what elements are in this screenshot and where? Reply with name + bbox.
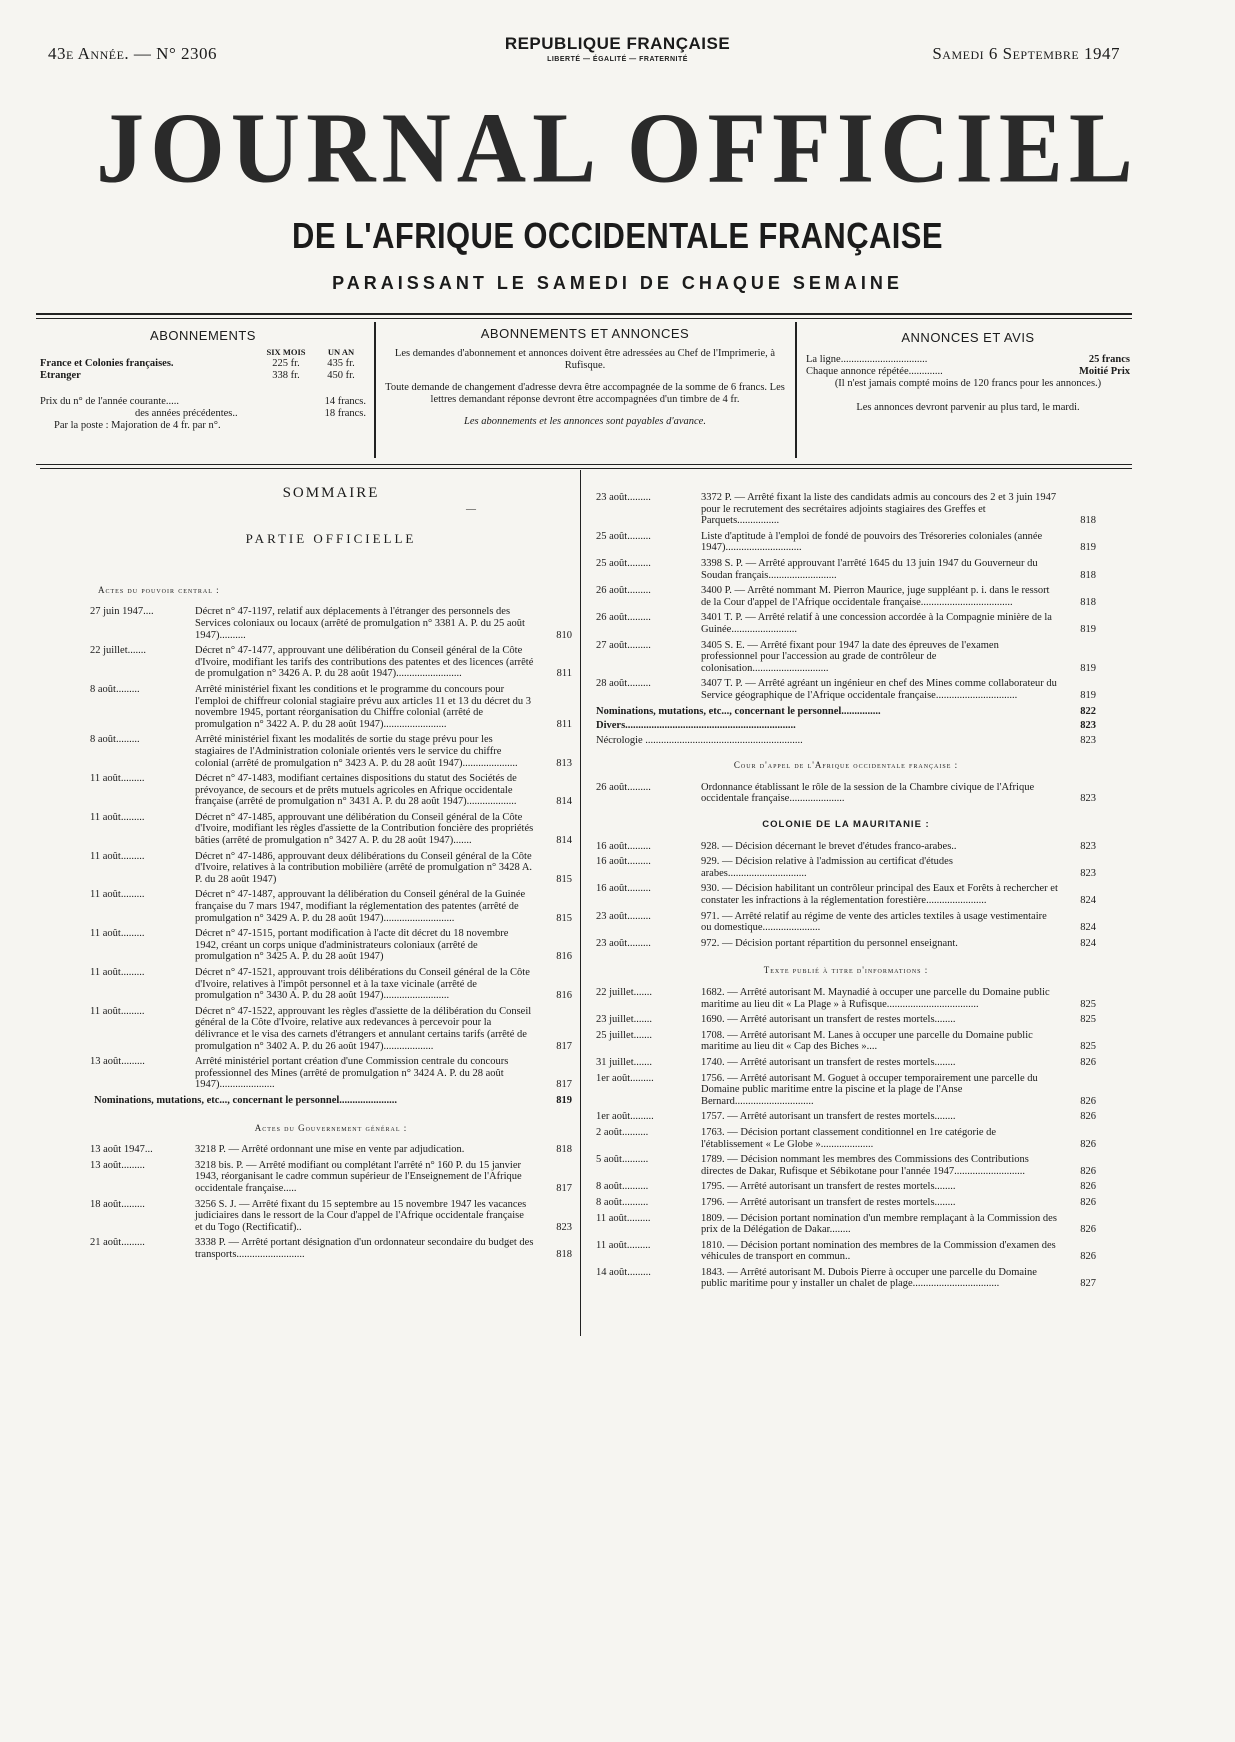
sommaire-entry xyxy=(90,645,572,680)
entry-text: 3405 S. E. — Arrêté fixant pour 1947 la date des épreuves de l'examen professionnel pour l'accession au grade de contrôleur de colonisation............................. xyxy=(701,639,999,674)
sommaire-entry xyxy=(90,734,572,769)
entry-text: Décret n° 47-1521, approuvant trois délibérations du Conseil général de la Côte d'Ivoire, relatives à l'impôt personnel et à la taxe vicinale (arrêté de promulgation n° 3430 A. P. du 28 août 1947)......................... xyxy=(195,967,530,1002)
entry-text: Décret n° 47-1522, approuvant les règles d'assiette de la délibération du Conseil général de la Côte d'Ivoire, relative aux redevances à percevoir pour la délivrance et le visa des carnets d'étrangers et annulant certains tarifs (arrêté de promulgation n° 3402 A. P. du 26 août 1947)................... xyxy=(195,1005,532,1052)
abo-annonces-box xyxy=(384,328,786,428)
entry-page: 818 xyxy=(1080,596,1096,608)
sommaire-left-column xyxy=(90,485,572,1264)
sommaire-entry xyxy=(596,1197,1096,1209)
entry-page: 823 xyxy=(1080,840,1096,852)
entry-text: 1763. — Décision portant classement conditionnel en 1re catégorie de l'établissement « Le Globe ».................... xyxy=(701,1126,997,1150)
issue-price-value: 14 francs. xyxy=(324,396,366,407)
line-price-label: La ligne................................. xyxy=(806,354,928,365)
price-row xyxy=(40,358,366,370)
entry-page: 824 xyxy=(1080,895,1096,907)
annonces-box xyxy=(806,332,1130,414)
line-price-value: 25 francs xyxy=(1088,354,1130,365)
entry-date: 16 août......... xyxy=(596,883,651,895)
entry-page: 826 xyxy=(1080,1056,1096,1068)
entry-page: 826 xyxy=(1080,1111,1096,1123)
content-top-rule xyxy=(40,468,1132,469)
sommaire-entry xyxy=(90,1237,572,1260)
abo-annonces-payment: Les abonnements et les annonces sont payables d'avance. xyxy=(464,416,706,427)
entry-page: 826 xyxy=(1080,1138,1096,1150)
entry-text: Décret n° 47-1485, approuvant une délibération du Conseil général de la Côte d'Ivoire, modifiant les règles d'assiette de la Contribution foncière des propriétés bâties (arrêté de promulgation n° 3427 A. P. du 28 août 1947)....... xyxy=(195,811,534,847)
box-divider-2 xyxy=(795,322,797,458)
journal-tagline: PARAISSANT LE SAMEDI DE CHAQUE SEMAINE xyxy=(332,273,903,293)
entry-text: 971. — Arrêté relatif au régime de vente des articles textiles à usage vestimentaire ou domestique...................... xyxy=(701,910,1047,934)
entry-text: 3407 T. P. — Arrêté agréant un ingénieur en chef des Mines comme collaborateur du Service géographique de l'Afrique occidentale française............................... xyxy=(701,678,1057,701)
line-price-row xyxy=(806,354,1130,366)
issue-price-label: Prix du n° de l'année courante..... xyxy=(40,396,180,407)
sommaire-entry xyxy=(596,1181,1096,1193)
sommaire-right-column xyxy=(596,492,1096,1294)
sommaire-entry xyxy=(90,967,572,1002)
sommaire-entry xyxy=(596,1111,1096,1123)
sommaire-entry xyxy=(596,856,1096,879)
entry-page: 810 xyxy=(556,629,572,641)
entry-text: 3256 S. J. — Arrêté fixant du 15 septembre au 15 novembre 1947 les vacances judiciaires dans le ressort de la Cour d'appel de l'Afrique occidentale française et du Togo (Rectificatif).. xyxy=(195,1198,527,1233)
entry-text: 3372 P. — Arrêté fixant la liste des candidats admis au concours des 2 et 3 juin 1947 pour le recrutement des secrétaires adjoints stagiaires des Greffes et Parquets................ xyxy=(701,492,1057,527)
entry-page: 823 xyxy=(1080,793,1096,805)
sommaire-entry xyxy=(596,640,1096,675)
entry-page: 813 xyxy=(556,757,572,769)
entry-date: 22 juillet....... xyxy=(90,645,146,657)
sommaire-entry xyxy=(596,720,1096,732)
issue-date: Samedi 6 Septembre 1947 xyxy=(932,44,1120,63)
entry-text: 1757. — Arrêté autorisant un transfert de restes mortels........ xyxy=(701,1111,956,1123)
entry-date: 8 août.......... xyxy=(596,1181,649,1193)
entry-page: 815 xyxy=(556,912,572,924)
sommaire-entry xyxy=(596,1127,1096,1150)
sommaire-entry xyxy=(90,1199,572,1234)
repeat-price-value: Moitié Prix xyxy=(1078,366,1130,377)
entry-page: 826 xyxy=(1080,1224,1096,1236)
repeat-price-label: Chaque annonce répétée............. xyxy=(806,366,943,377)
entry-text: 3218 bis. P. — Arrêté modifiant ou complétant l'arrêté n° 160 P. du 15 janvier 1943, réorganisant le cadre commun supérieur de l'Enseignement de l'Afrique occidentale française..... xyxy=(195,1159,522,1194)
entry-text: 930. — Décision habilitant un contrôleur principal des Eaux et Forêts à rechercher et constater les infractions à la réglementation forestière....................... xyxy=(701,883,1058,907)
entry-text: Arrêté ministériel fixant les conditions et le programme du concours pour l'emploi de chiffreur colonial stagiaire prévu aux articles 11 et 13 du décret du 3 novembre 1945, portant réorganisation du Chiffre colonial (arrêté de promulgation n° 3422 A. P. du 28 août 1947)........................ xyxy=(195,683,532,730)
entry-date: 8 août......... xyxy=(90,683,140,695)
sommaire-entry xyxy=(90,606,572,641)
entry-text: Nécrologie ............................................................ xyxy=(596,734,803,746)
entry-page: 825 xyxy=(1080,998,1096,1010)
entry-page: 817 xyxy=(556,1040,572,1052)
entry-date: 22 juillet....... xyxy=(596,987,652,998)
minimum-note: (Il n'est jamais compté moins de 120 francs pour les annonces.) xyxy=(834,378,1102,389)
nominations-entry xyxy=(90,1095,572,1107)
entry-page: 815 xyxy=(556,873,572,885)
section-gouvernement-general: Actes du Gouvernement général : xyxy=(254,1122,408,1133)
entry-text: 3218 P. — Arrêté ordonnant une mise en vente par adjudication. xyxy=(195,1144,465,1156)
entry-text: 928. — Décision décernant le brevet d'études franco-arabes.. xyxy=(701,840,957,852)
entry-page: 824 xyxy=(1080,922,1096,934)
entry-page: 818 xyxy=(556,1144,572,1156)
entry-date: 21 août......... xyxy=(90,1237,145,1249)
boxes-bottom-rule xyxy=(36,464,1132,465)
issue-price-row xyxy=(40,396,366,408)
republic-title: REPUBLIQUE FRANÇAISE xyxy=(504,34,731,53)
cour-appel-list xyxy=(596,782,1096,805)
top-divider xyxy=(36,313,1132,315)
back-issue-value: 18 francs. xyxy=(324,408,366,419)
top-divider-thin xyxy=(36,318,1132,319)
entry-date: 11 août......... xyxy=(90,811,145,823)
sommaire-entry xyxy=(596,678,1096,701)
sommaire-entry xyxy=(90,812,572,847)
republic-motto: LIBERTÉ — ÉGALITÉ — FRATERNITÉ xyxy=(547,56,688,63)
entry-date: 11 août......... xyxy=(90,889,145,901)
entry-text: 3338 P. — Arrêté portant désignation d'un ordonnateur secondaire du budget des transports.......................... xyxy=(195,1237,534,1260)
entry-date: 25 août......... xyxy=(596,557,651,569)
entry-page: 814 xyxy=(556,835,572,847)
entry-page: 816 xyxy=(556,951,572,963)
entry-date: 26 août......... xyxy=(596,781,651,793)
abonnements-box xyxy=(40,330,366,432)
entry-page: 823 xyxy=(1080,720,1096,732)
section-pouvoir-central: Actes du pouvoir central : xyxy=(98,584,220,595)
section-cour-appel: Cour d'appel de l'Afrique occidentale française : xyxy=(733,760,959,771)
entry-date: 11 août......... xyxy=(90,773,145,785)
abo-annonces-address: Les demandes d'abonnement et annonces doivent être adressées au Chef de l'Imprimerie, à Rufisque. xyxy=(394,348,776,371)
entry-text: Décret n° 47-1515, portant modification à l'acte dit décret du 18 novembre 1942, créant un corps unique d'administrateurs coloniaux (arrêté de promulgation n° 3425 A. P. du 28 août 1947) xyxy=(195,928,509,963)
section-texte-informations: Texte publié à titre d'informations : xyxy=(763,965,929,976)
entry-page: 819 xyxy=(556,1094,572,1106)
entry-page: 823 xyxy=(556,1221,572,1233)
entry-page: 814 xyxy=(556,796,572,808)
entry-date: 8 août.......... xyxy=(596,1196,649,1208)
sommaire-entry xyxy=(596,987,1096,1010)
entry-date: 18 août......... xyxy=(90,1198,145,1210)
sommaire-entry xyxy=(596,585,1096,608)
misc-entries xyxy=(596,706,1096,747)
entry-date: 31 juillet....... xyxy=(596,1056,652,1068)
entry-page: 823 xyxy=(1080,734,1096,746)
section-mauritanie: COLONIE DE LA MAURITANIE : xyxy=(762,819,930,831)
journal-title: JOURNAL OFFICIEL xyxy=(96,91,1139,204)
column-divider xyxy=(580,470,581,1336)
entry-page: 824 xyxy=(1080,937,1096,949)
entry-text: Divers................................................................. xyxy=(596,720,796,732)
entry-date: 11 août......... xyxy=(90,1005,145,1017)
entry-page: 816 xyxy=(556,990,572,1002)
sommaire-entry xyxy=(90,1006,572,1052)
price-label: France et Colonies françaises. xyxy=(40,358,174,369)
sommaire-entry xyxy=(596,911,1096,934)
deadline-note: Les annonces devront parvenir au plus tard, le mardi. xyxy=(856,402,1080,413)
entry-date: 27 juin 1947.... xyxy=(90,606,154,618)
sommaire-entry xyxy=(596,558,1096,581)
issue-number: 43e Année. — N° 2306 xyxy=(48,44,217,63)
entry-page: 819 xyxy=(1080,542,1096,554)
price-an: 435 fr. xyxy=(327,358,355,369)
entry-text: Décret n° 47-1486, approuvant deux délibérations du Conseil général de la Côte d'Ivoire, relatives à la contribution mobilière (arrêté de promulgation n° 3428 A. P. du 28 août 1947) xyxy=(195,850,533,885)
entry-date: 23 juillet....... xyxy=(596,1014,652,1026)
entry-text: 3398 S. P. — Arrêté approuvant l'arrêté 1645 du 13 juin 1947 du Gouverneur du Soudan français.......................... xyxy=(701,557,1038,581)
entry-date: 1er août......... xyxy=(596,1072,654,1084)
entry-text: Décret n° 47-1477, approuvant une délibération du Conseil général de la Côte d'Ivoire, modifiant les tarifs des contributions des patentes et des licences (arrêté de promulgation n° 3426 A. P. du 28 août 1947)......................... xyxy=(195,645,534,680)
texte-informations-list xyxy=(596,987,1096,1290)
gouvernement-general-continued xyxy=(596,492,1096,702)
un-an-header: UN AN xyxy=(327,347,355,357)
sommaire-entry xyxy=(596,735,1096,747)
entry-date: 25 juillet....... xyxy=(596,1029,652,1041)
entry-text: 1795. — Arrêté autorisant un transfert de restes mortels........ xyxy=(701,1181,956,1193)
sommaire-entry xyxy=(596,612,1096,635)
entry-page: 811 xyxy=(556,718,572,730)
price-six: 225 fr. xyxy=(272,358,300,369)
pouvoir-central-list xyxy=(90,606,572,1091)
sommaire-entry xyxy=(90,1144,572,1156)
entry-date: 11 août......... xyxy=(90,967,145,978)
entry-page: 826 xyxy=(1080,1095,1096,1107)
entry-text: 1756. — Arrêté autorisant M. Goguet à occuper temporairement une parcelle du Domaine public maritime entre la piscine et la plage de l'Anse Bernard.............................. xyxy=(701,1072,1038,1107)
entry-text: 1809. — Décision portant nomination d'un membre remplaçant à la Commission des prix de la Délégation de Dakar........ xyxy=(701,1212,1057,1236)
entry-date: 11 août......... xyxy=(596,1239,651,1251)
entry-text: Ordonnance établissant le rôle de la session de la Chambre civique de l'Afrique occidentale française..................... xyxy=(701,781,1035,805)
sommaire-entry xyxy=(596,531,1096,554)
box-divider-1 xyxy=(374,322,376,458)
entry-date: 26 août......... xyxy=(596,612,651,624)
entry-text: Nominations, mutations, etc..., concernant le personnel...................... xyxy=(94,1094,398,1106)
entry-date: 23 août......... xyxy=(596,910,651,922)
sommaire-entry xyxy=(596,1030,1096,1053)
abo-annonces-change: Toute demande de changement d'adresse devra être accompagnée de la somme de 6 francs. Les lettres demandant réponse devront être accompagnées d'un timbre de 4 fr. xyxy=(385,382,785,405)
entry-text: Nominations, mutations, etc..., concernant le personnel............... xyxy=(596,705,881,717)
price-label: Etranger xyxy=(40,370,81,381)
sommaire-entry xyxy=(596,841,1096,853)
ornament: — xyxy=(466,503,476,515)
back-issue-label: des années précédentes.. xyxy=(135,408,238,419)
entry-text: Décret n° 47-1487, approuvant la délibération du Conseil général de la Guinée française du 7 mars 1947, modifiant la réglementation des patentes (arrêté de promulgation n° 3429 A. P. du 28 août 1947)........................... xyxy=(195,889,526,924)
sommaire-entry xyxy=(596,782,1096,805)
price-an: 450 fr. xyxy=(327,370,355,381)
entry-text: Décret n° 47-1197, relatif aux déplacements à l'étranger des personnels des Services coloniaux ou locaux (arrêté de promulgation n° 3381 A. P. du 25 août 1947).......... xyxy=(195,606,525,641)
sommaire-entry xyxy=(596,1240,1096,1263)
entry-text: Décret n° 47-1483, modifiant certaines dispositions du statut des Sociétés de prévoyance, de secours et de prêts mutuels agricoles en Afrique occidentale française (arrêté de promulgation n° 3431 A. P. du 28 août 1947)................... xyxy=(195,773,517,808)
sommaire-entry xyxy=(596,1267,1096,1290)
abo-annonces-title: ABONNEMENTS ET ANNONCES xyxy=(480,326,690,341)
entry-date: 26 août......... xyxy=(596,585,651,597)
sommaire-entry xyxy=(90,889,572,924)
abonnements-title: ABONNEMENTS xyxy=(150,328,256,343)
entry-date: 2 août.......... xyxy=(596,1126,649,1138)
entry-date: 25 août......... xyxy=(596,530,651,542)
entry-page: 819 xyxy=(1080,689,1096,701)
sommaire-entry xyxy=(596,1073,1096,1108)
entry-text: 3401 T. P. — Arrêté relatif à une concession accordée à la Compagnie minière de la Guinée......................... xyxy=(701,612,1052,635)
sommaire-entry xyxy=(596,706,1096,718)
entry-text: 1740. — Arrêté autorisant un transfert de restes mortels........ xyxy=(701,1056,956,1068)
repeat-price-row xyxy=(806,366,1130,378)
entry-date: 16 août......... xyxy=(596,840,651,852)
sommaire-entry xyxy=(90,851,572,886)
entry-date: 27 août......... xyxy=(596,639,651,651)
sommaire-entry xyxy=(596,883,1096,906)
mauritanie-list xyxy=(596,841,1096,950)
entry-date: 1er août......... xyxy=(596,1111,654,1123)
entry-date: 23 août......... xyxy=(596,492,651,503)
entry-page: 825 xyxy=(1080,1014,1096,1026)
entry-page: 818 xyxy=(556,1248,572,1260)
entry-page: 819 xyxy=(1080,662,1096,674)
sommaire-entry xyxy=(90,684,572,730)
sommaire-entry xyxy=(596,938,1096,950)
entry-text: 1690. — Arrêté autorisant un transfert de restes mortels........ xyxy=(701,1014,956,1026)
entry-page: 818 xyxy=(1080,569,1096,581)
annonces-title: ANNONCES ET AVIS xyxy=(901,330,1035,345)
entry-date: 5 août.......... xyxy=(596,1154,649,1166)
sommaire-entry xyxy=(90,928,572,963)
entry-text: 1789. — Décision nommant les membres des Commissions des Contributions directes de Dakar, Rufisque et Sébikotane pour l'année 1947........................... xyxy=(701,1154,1029,1177)
entry-page: 826 xyxy=(1080,1251,1096,1263)
entry-date: 13 août 1947... xyxy=(90,1144,153,1156)
sommaire-entry xyxy=(90,773,572,808)
entry-text: Liste d'aptitude à l'emploi de fondé de pouvoirs des Trésoreries coloniales (année 1947)............................. xyxy=(701,530,1043,554)
entry-date: 23 août......... xyxy=(596,937,651,949)
sommaire-entry xyxy=(596,492,1096,527)
six-mois-header: SIX MOIS xyxy=(266,347,306,357)
partie-officielle: PARTIE OFFICIELLE xyxy=(245,531,417,547)
sommaire-entry xyxy=(596,1014,1096,1026)
entry-page: 826 xyxy=(1080,1196,1096,1208)
entry-date: 11 août......... xyxy=(90,928,145,940)
entry-text: 1708. — Arrêté autorisant M. Lanes à occuper une parcelle du Domaine public maritime au lieu dit « Cap des Biches ».... xyxy=(701,1029,1033,1053)
entry-date: 13 août......... xyxy=(90,1056,145,1068)
entry-page: 818 xyxy=(1080,515,1096,527)
entry-page: 817 xyxy=(556,1182,572,1194)
entry-date: 28 août......... xyxy=(596,678,651,690)
sommaire-entry xyxy=(90,1056,572,1091)
sommaire-entry xyxy=(596,1213,1096,1236)
sommaire-title: SOMMAIRE xyxy=(282,485,380,501)
entry-page: 826 xyxy=(1080,1165,1096,1177)
sommaire-entry xyxy=(90,1160,572,1195)
entry-page: 826 xyxy=(1080,1181,1096,1193)
sommaire-entry xyxy=(596,1057,1096,1069)
entry-date: 16 août......... xyxy=(596,856,651,868)
price-row xyxy=(40,370,366,382)
entry-date: 14 août......... xyxy=(596,1266,651,1278)
journal-subtitle: DE L'AFRIQUE OCCIDENTALE FRANÇAISE xyxy=(292,215,943,256)
entry-date: 11 août......... xyxy=(596,1212,651,1224)
entry-page: 811 xyxy=(556,668,572,680)
entry-text: 972. — Décision portant répartition du personnel enseignant. xyxy=(701,937,958,949)
entry-text: 929. — Décision relative à l'admission au certificat d'études arabes.............................. xyxy=(701,856,953,879)
entry-date: 11 août......... xyxy=(90,850,145,862)
back-issue-price-row xyxy=(40,408,366,420)
postal-surcharge: Par la poste : Majoration de 4 fr. par n°. xyxy=(54,420,221,431)
entry-date: 13 août......... xyxy=(90,1159,145,1171)
entry-page: 823 xyxy=(1080,867,1096,879)
entry-page: 817 xyxy=(556,1079,572,1091)
entry-text: 3400 P. — Arrêté nommant M. Pierron Maurice, juge suppléant p. i. dans le ressort de la Cour d'appel de l'Afrique occidentale française................................... xyxy=(701,585,1050,608)
entry-date: 8 août......... xyxy=(90,734,140,746)
entry-page: 825 xyxy=(1080,1041,1096,1053)
entry-text: 1682. — Arrêté autorisant M. Maynadié à occuper une parcelle du Domaine public maritime au lieu dit « La Plage » à Rufisque................................... xyxy=(701,987,1050,1010)
entry-text: 1796. — Arrêté autorisant un transfert de restes mortels........ xyxy=(701,1196,956,1208)
price-six: 338 fr. xyxy=(272,370,300,381)
entry-page: 827 xyxy=(1080,1278,1096,1290)
gouvernement-general-list xyxy=(90,1144,572,1260)
entry-text: 1843. — Arrêté autorisant M. Dubois Pierre à occuper une parcelle du Domaine public maritime pour y installer un chalet de plage................................. xyxy=(701,1266,1037,1290)
entry-text: Arrêté ministériel fixant les modalités de sortie du stage prévu pour les stagiaires de l'Administration coloniale orientés vers le service du chiffre colonial (arrêté de promulgation n° 3423 A. P. du 28 août 1947)..................... xyxy=(195,734,518,769)
entry-page: 819 xyxy=(1080,623,1096,635)
entry-page: 822 xyxy=(1080,705,1096,717)
sommaire-entry xyxy=(596,1154,1096,1177)
entry-text: 1810. — Décision portant nomination des membres de la Commission d'examen des véhicules de transport en commun.. xyxy=(701,1239,1056,1263)
entry-text: Arrêté ministériel portant création d'une Commission centrale du concours professionnel des Mines (arrêté de promulgation n° 3424 A. P. du 28 août 1947)..................... xyxy=(195,1056,509,1091)
